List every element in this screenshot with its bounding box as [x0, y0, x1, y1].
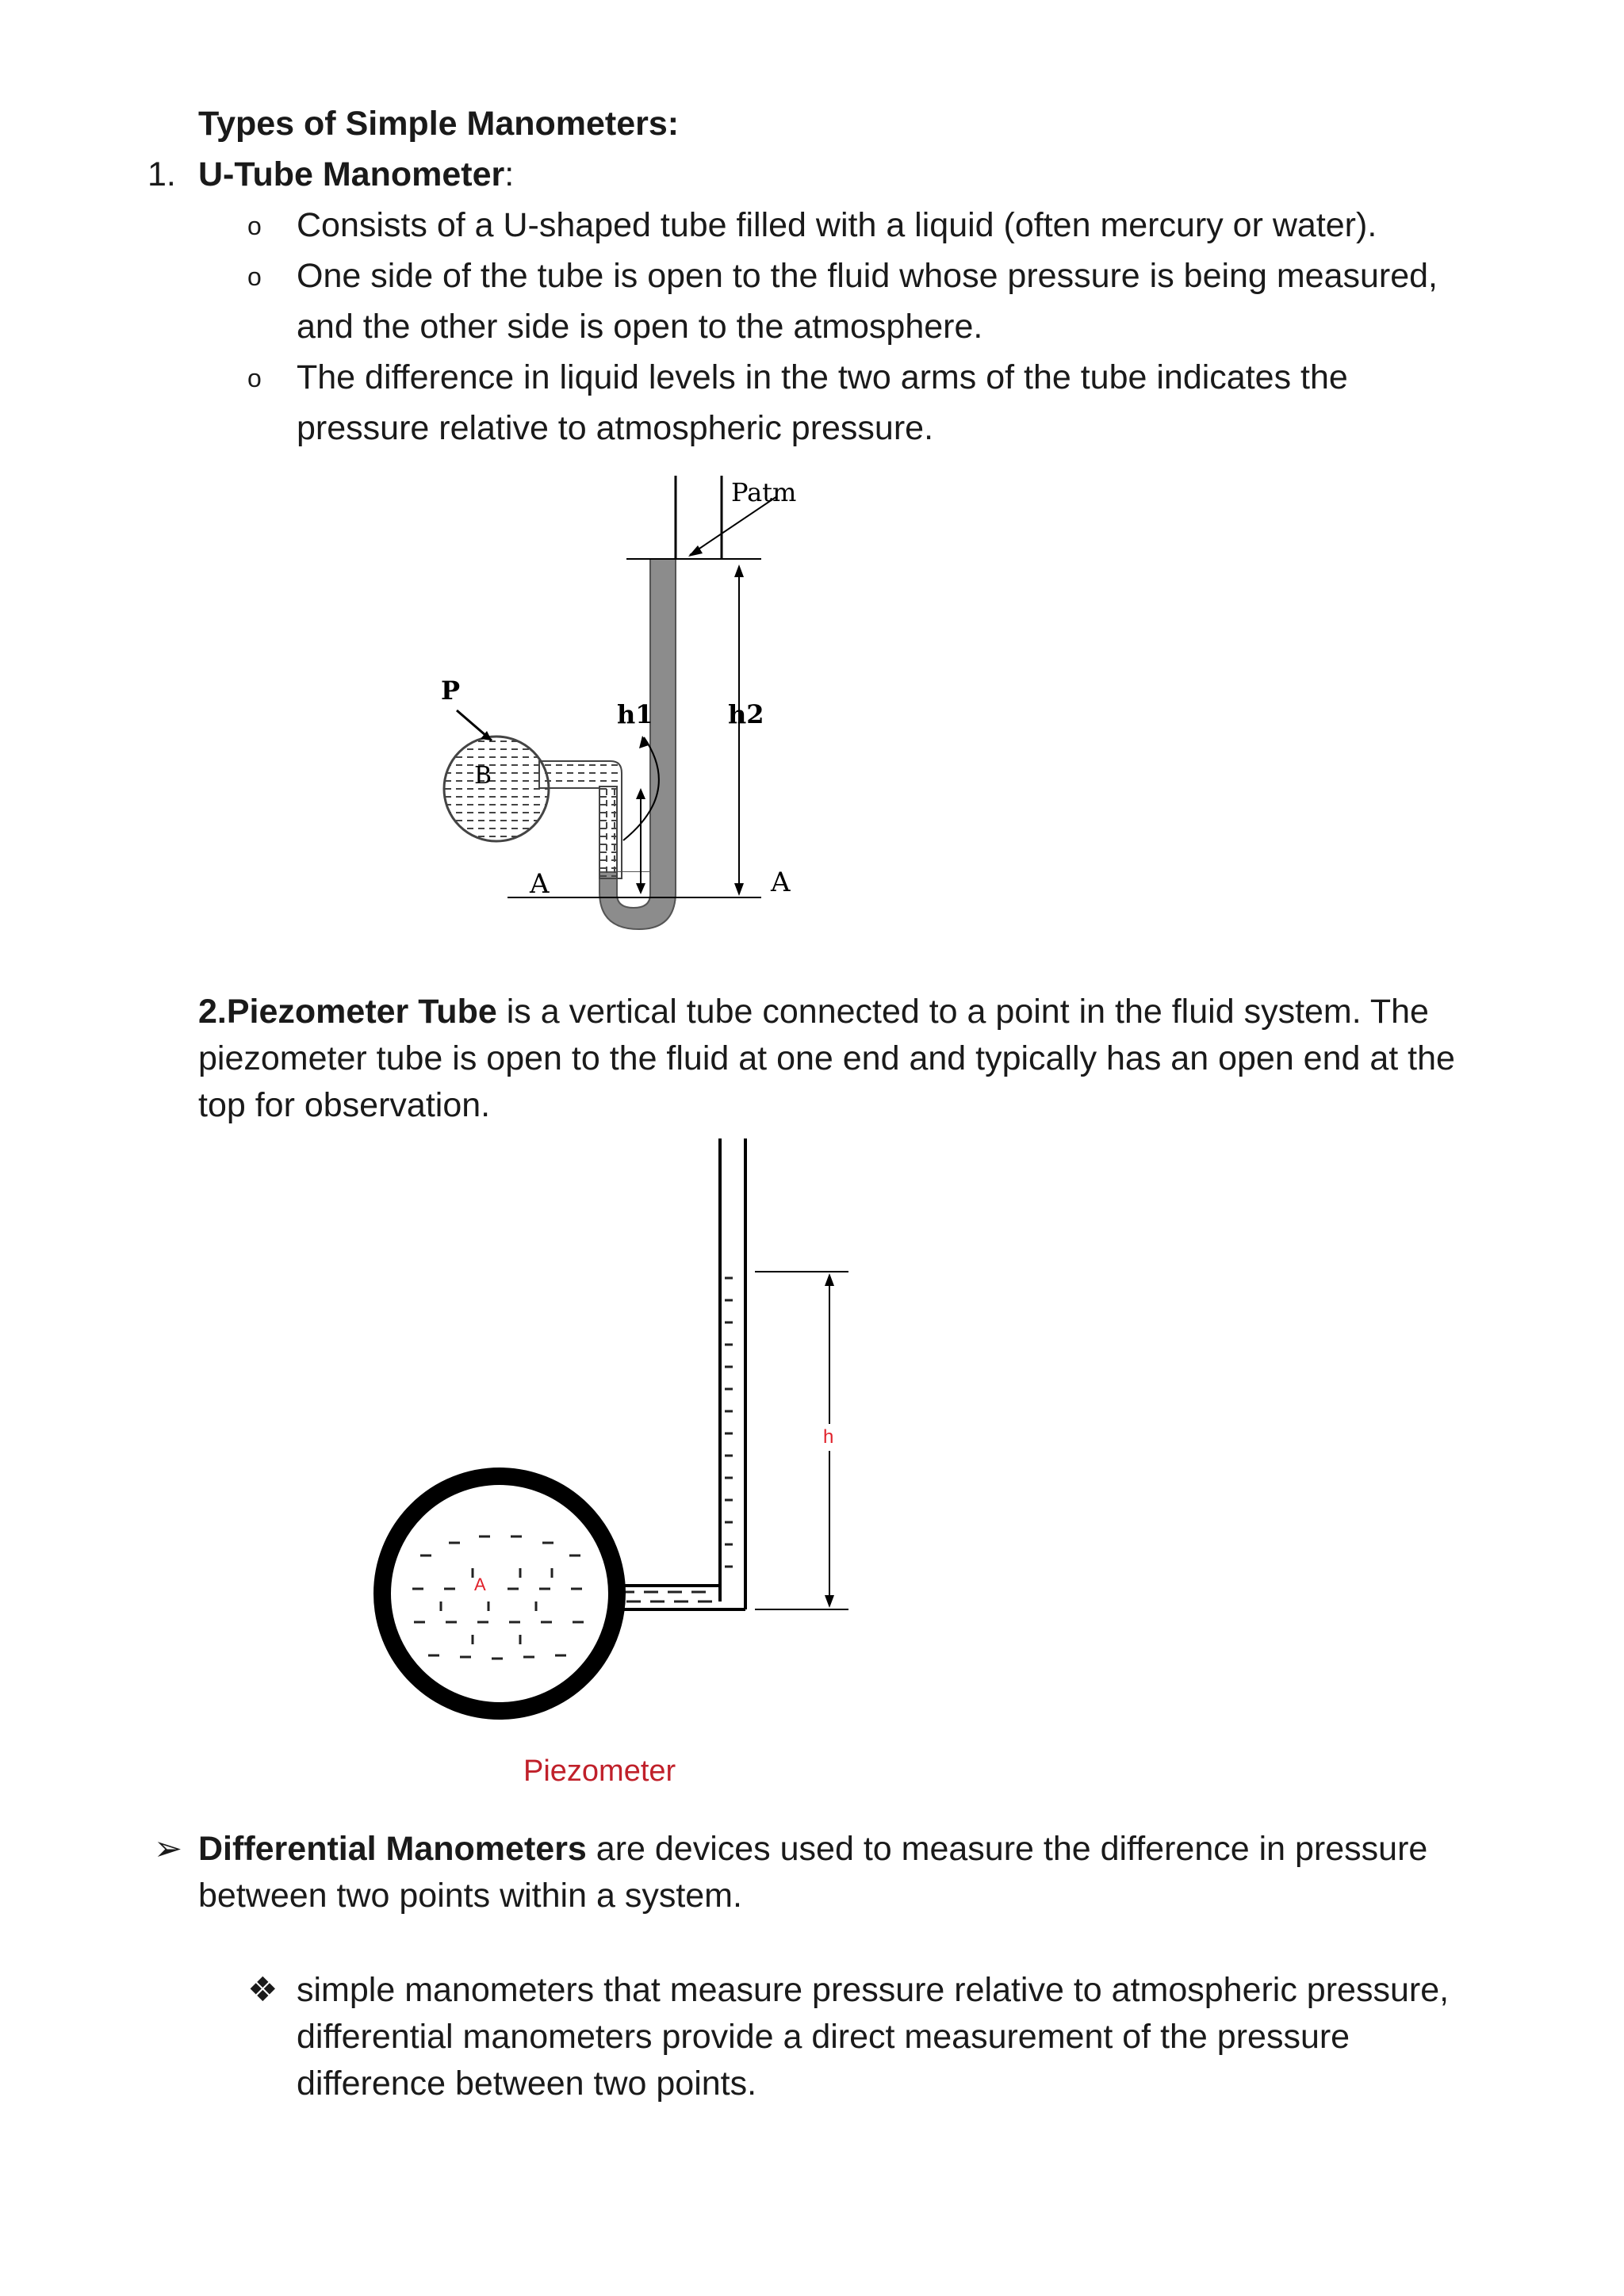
- differential-line-1: Differential Manometers are devices used to measure the difference in pressure: [198, 1830, 1428, 1868]
- label-h: h: [823, 1426, 834, 1448]
- label-p: P: [441, 675, 461, 706]
- label-a-left: A: [530, 868, 550, 900]
- differential-sub-line-2: differential manometers provide a direct measurement of the pressure: [297, 2018, 1350, 2056]
- label-h1: h1: [617, 699, 653, 729]
- bullet-marker: o: [247, 262, 262, 291]
- bullet-marker: o: [247, 364, 262, 392]
- utube-bullet-2: One side of the tube is open to the fluid whose pressure is being measured,: [297, 257, 1438, 295]
- utube-bullet-3: The difference in liquid levels in the two arms of the tube indicates the: [297, 358, 1348, 396]
- vessel-a: [382, 1476, 617, 1711]
- utube-bullet-3-cont: pressure relative to atmospheric pressure.: [297, 409, 934, 447]
- diagram-caption: Piezometer: [523, 1755, 676, 1788]
- piezometer-line-2: piezometer tube is open to the fluid at one end and typically has an open end at the: [198, 1039, 1455, 1077]
- label-a-right: A: [771, 867, 791, 898]
- tube-fluid: [725, 1278, 733, 1567]
- label-patm: Patm: [731, 477, 797, 507]
- piezometer-line-3: top for observation.: [198, 1086, 491, 1124]
- utube-bullet-1: Consists of a U-shaped tube filled with a liquid (often mercury or water).: [297, 206, 1377, 244]
- connector-fluid: [620, 1592, 712, 1601]
- piezometer-line-1: 2.Piezometer Tube is a vertical tube connected to a point in the fluid system. The: [198, 993, 1429, 1031]
- differential-line-2: between two points within a system.: [198, 1877, 742, 1915]
- arrow-bullet: ➢: [154, 1830, 183, 1868]
- utube-bullet-2-cont: and the other side is open to the atmosphere.: [297, 308, 983, 346]
- diamond-bullet: ❖: [247, 1971, 278, 2009]
- bullet-marker: o: [247, 212, 262, 240]
- label-h2: h2: [728, 699, 764, 729]
- section-heading: Types of Simple Manometers:: [198, 105, 680, 143]
- differential-sub-line-3: difference between two points.: [297, 2064, 757, 2103]
- label-a: A: [474, 1575, 486, 1594]
- utube-title: U-Tube Manometer:: [198, 155, 515, 193]
- list-number-1: 1.: [147, 155, 176, 193]
- differential-sub-line-1: simple manometers that measure pressure relative to atmospheric pressure,: [297, 1971, 1450, 2009]
- label-b: B: [474, 762, 492, 790]
